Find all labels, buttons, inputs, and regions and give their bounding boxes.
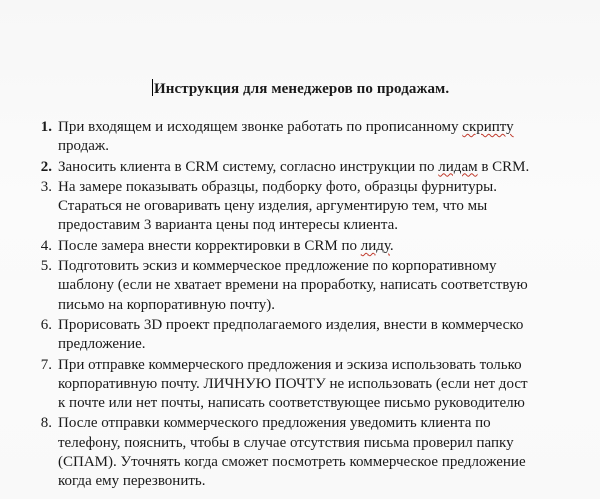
line-text: Заносить клиента в CRM систему, согласно инструкции по: [58, 158, 439, 175]
list-item-line: предложение.: [58, 336, 146, 353]
list-item-line: телефону, пояснить, чтобы в случае отсутствия письма проверил папку: [58, 434, 514, 451]
list-item-line: На замере показывать образцы, подборку фото, образцы фурнитуры.: [58, 178, 497, 195]
list-item-line: [58, 118, 600, 137]
list-item-line: Подготовить эскиз и коммерческое предложение по корпоративному: [58, 258, 497, 275]
misspelled-word[interactable]: лиду: [360, 237, 390, 254]
misspelled-word[interactable]: скрипту: [462, 119, 514, 135]
list-item-number: 5.: [40, 258, 52, 275]
list-item-line: Стараться не оговаривать цену изделия, аргументирую тем, что мы: [58, 198, 488, 215]
list-item-3: [0, 178, 600, 236]
instruction-list: [0, 118, 600, 493]
list-item-line: [58, 158, 600, 177]
list-item-number: 1.: [40, 119, 52, 135]
list-item-line: (СПАМ). Уточнять когда сможет посмотреть коммерческое предложение: [58, 454, 526, 471]
line-text: После замера внести корректировки в CRM по: [58, 237, 361, 254]
line-text: При входящем и исходящем звонке работать по прописанному: [58, 119, 463, 135]
line-text: в CRM.: [477, 158, 530, 175]
list-item-line: [58, 237, 600, 256]
list-item-number: 8.: [40, 415, 52, 432]
list-item-line: При отправке коммерческого предложения и эскиза использовать только: [58, 356, 522, 373]
list-item-line: когда ему перезвонить.: [58, 473, 206, 490]
list-item-number: 4.: [40, 237, 52, 254]
list-item-number: 7.: [40, 356, 52, 373]
misspelled-word[interactable]: лидам: [438, 158, 478, 175]
list-item-line: корпоративную почту. ЛИЧНУЮ ПОЧТУ не использовать (если нет дост: [58, 375, 528, 392]
list-item-line: шаблону (если не хватает времени на проработку, написать соответствую: [58, 277, 528, 294]
text-cursor: [152, 79, 153, 96]
list-item-line: письмо на корпоративную почту).: [58, 296, 275, 313]
document-title-text: Инструкция для менеджеров по продажам.: [154, 81, 450, 97]
document-title: [152, 79, 449, 99]
list-item-6: [0, 316, 600, 355]
list-item-5: [0, 257, 600, 315]
list-item-4: [0, 237, 600, 256]
list-item-2: [0, 158, 600, 177]
line-text: .: [389, 237, 394, 254]
list-item-line: предоставим 3 варианта цены под интересы клиента.: [58, 217, 398, 234]
line-text: продаж.: [58, 138, 109, 155]
list-item-1: [0, 118, 600, 157]
list-item-number: 6.: [40, 316, 52, 333]
list-item-line: к почте или нет почты, написать соответствующее письмо руководителю: [58, 395, 525, 412]
list-item-7: [0, 356, 600, 414]
list-item-line: Прорисовать 3D проект предполагаемого изделия, внести в коммерческо: [58, 316, 524, 333]
list-item-number: 3.: [40, 178, 52, 195]
list-item-line: [58, 137, 600, 156]
list-item-8: [0, 414, 600, 491]
list-item-number: 2.: [40, 158, 52, 175]
list-item-line: После отправки коммерческого предложения уведомить клиента по: [58, 415, 491, 432]
